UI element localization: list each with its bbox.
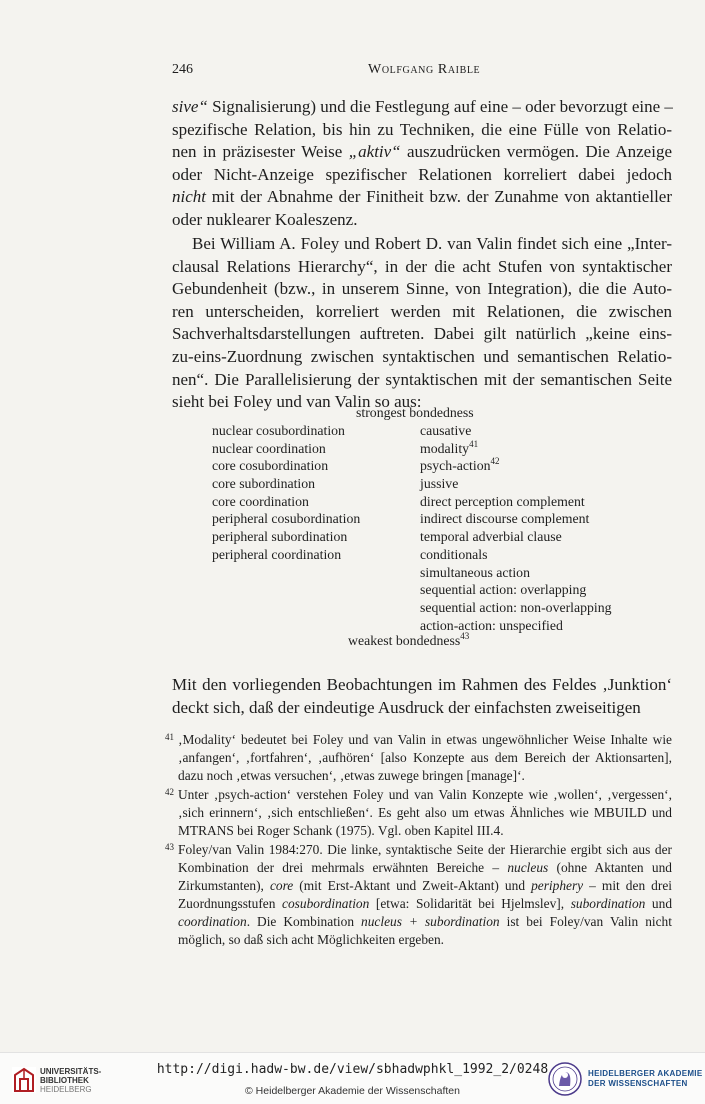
text-span: [etwa: Solidarität bei Hjelmslev], xyxy=(369,896,571,911)
semantic-relation-text: indirect discourse complement xyxy=(420,511,590,527)
semantic-relation xyxy=(420,422,612,440)
scale-bottom-text: weakest bondedness xyxy=(348,633,461,648)
text-span: ‚sich erinnern‘, ‚sich entschließen‘. Es geht also um etwas Ähnliches wie MBUILD und xyxy=(178,805,672,820)
text-line xyxy=(172,119,672,142)
footnote-line xyxy=(178,931,672,949)
text-span: möglich, so daß sich acht Möglichkeiten ergeben. xyxy=(178,932,445,947)
footnote-line xyxy=(178,749,672,767)
text-line: deckt sich, daß der eindeutige Ausdruck der einfachsten zweiseitigen xyxy=(172,697,641,717)
page-number: 246 xyxy=(172,62,193,77)
text-line: Bei William A. Foley und Robert D. van Valin findet sich eine „Inter- xyxy=(192,234,672,253)
semantic-relation-text: action-action: unspecified xyxy=(420,617,563,633)
footnote-ref: 42 xyxy=(490,456,500,467)
syntactic-relation: peripheral coordination xyxy=(212,546,342,562)
text-span: Unter ‚psych-action‘ verstehen Foley und van Valin Konzepte wie ‚wollen‘, ‚vergessen‘, xyxy=(178,787,672,802)
semantic-relation xyxy=(420,564,612,582)
text-span: ist bei Foley/van Valin nicht xyxy=(499,914,672,929)
footnote-line xyxy=(178,913,672,931)
semantic-relation xyxy=(420,528,612,546)
syntactic-relations-column xyxy=(212,422,360,564)
footnote-line xyxy=(178,841,672,859)
syntactic-relation: core cosubordination xyxy=(212,458,329,474)
italic-span: „aktiv“ xyxy=(348,142,401,162)
syntactic-relation: peripheral cosubordination xyxy=(212,511,361,527)
academy-seal-icon xyxy=(548,1062,582,1096)
semantic-relation-text: psych-action xyxy=(420,458,491,474)
text-span: – mit den drei xyxy=(583,878,672,893)
syntactic-relation: nuclear cosubordination xyxy=(212,423,345,438)
text-span: (mit Erst-Aktant und Zweit-Aktant) und xyxy=(293,878,532,893)
footnote-line xyxy=(178,877,672,895)
semantic-relation xyxy=(420,457,612,475)
italic-span: cosubordination xyxy=(282,896,370,911)
footnote-line xyxy=(178,822,672,840)
syntactic-relation: nuclear coordination xyxy=(212,440,326,456)
text-line: clausal Relations Hierarchy“, in der die acht Stufen von syntaktischer xyxy=(172,256,672,276)
semantic-relation xyxy=(420,546,612,564)
text-line xyxy=(172,96,672,119)
paragraph-1 xyxy=(172,96,672,232)
permalink-url[interactable]: http://digi.hadw-bw.de/view/sbhadwphkl_1992_2/0248 xyxy=(156,1062,549,1077)
italic-span: nucleus xyxy=(507,860,549,875)
interclausal-relations-hierarchy xyxy=(172,404,672,654)
footnote-number: 41 xyxy=(165,732,174,742)
text-span: MTRANS bei Roger Schank (1975). Vgl. oben Kapitel III.4. xyxy=(178,823,504,838)
text-span: ‚anfangen‘, ‚fortfahren‘, ‚aufhören‘ [also Konzepte aus dem Bereich der Aktionsarten], xyxy=(178,750,672,765)
footnote-line xyxy=(178,786,672,804)
footnote-line xyxy=(178,767,672,785)
italic-span: coordination xyxy=(178,914,247,929)
italic-span: subordination xyxy=(570,896,646,911)
footnote-number: 43 xyxy=(165,842,174,852)
semantic-relation xyxy=(420,581,612,599)
semantic-relation-text: direct perception complement xyxy=(420,493,585,509)
italic-span: nicht xyxy=(172,187,206,207)
scale-top-label: strongest bondedness xyxy=(356,405,474,420)
footnote xyxy=(165,731,672,785)
text-line: zu-eins-Zuordnung zwischen syntaktischen und semantischen Relatio- xyxy=(172,346,672,366)
text-line xyxy=(172,209,672,232)
semantic-relation xyxy=(420,475,612,493)
italic-span: periphery xyxy=(531,878,584,893)
text-line: nen“. Die Parallelisierung der syntaktischen mit der semantischen Seite xyxy=(172,369,672,389)
text-line: Sachverhaltsdarstellungen auftreten. Dabei gilt natürlich „keine eins- xyxy=(172,324,672,344)
syntactic-relation: core subordination xyxy=(212,476,316,492)
text-line xyxy=(172,164,672,187)
footnote-line xyxy=(178,731,672,749)
text-span: oder nuklearer Koaleszenz. xyxy=(172,209,358,229)
text-line: Mit den vorliegenden Beobachtungen im Rahmen des Feldes ‚Junktion‘ xyxy=(172,675,672,694)
digitization-footer xyxy=(0,1052,705,1104)
footnote-ref: 43 xyxy=(460,631,470,641)
text-span: mit der Abnahme der Finitheit bzw. der Zunahme von aktantieller xyxy=(206,187,672,207)
text-span: und xyxy=(645,896,673,911)
library-line-1: UNIVERSITÄTS- xyxy=(40,1067,102,1076)
text-span: auszudrücken vermögen. Die Anzeige xyxy=(400,142,672,162)
semantic-relation-text: temporal adverbial clause xyxy=(420,529,562,545)
text-line xyxy=(172,141,672,164)
text-span: dazu noch ‚etwas versuchen‘, ‚etwas zuwege bringen [manage]‘. xyxy=(178,768,525,783)
running-head-author: Wolfgang Raible xyxy=(368,62,481,77)
footnote-line xyxy=(178,804,672,822)
text-span: Kombination der drei mehrmals erwähnten Bereiche – xyxy=(178,860,508,875)
scale-bottom-label xyxy=(348,632,469,650)
academy-line-1: HEIDELBERGER AKADEMIE xyxy=(588,1069,703,1078)
paragraph-3 xyxy=(172,674,672,719)
academy-line-2: DER WISSENSCHAFTEN xyxy=(588,1079,688,1088)
text-span: ‚Modality‘ bedeutet bei Foley und van Valin in etwas ungewöhnlicher Weise Inhalte wie xyxy=(178,732,672,747)
library-line-3: HEIDELBERG xyxy=(40,1085,92,1094)
text-span: nen in präzisester Weise xyxy=(172,142,349,162)
footnote-number: 42 xyxy=(165,787,174,797)
semantic-relation-text: causative xyxy=(420,423,472,438)
running-header xyxy=(172,62,672,82)
text-span: oder Nicht-Anzeige spezifischer Relationen korreliert dabei jedoch xyxy=(172,164,672,184)
semantic-relation xyxy=(420,599,612,617)
semantic-relation-text: simultaneous action xyxy=(420,564,530,580)
semantic-relations-column xyxy=(420,422,612,634)
italic-span: nucleus + subordination xyxy=(361,914,500,929)
footnote xyxy=(165,786,672,840)
academy-name xyxy=(588,1069,702,1089)
italic-span: core xyxy=(269,878,294,893)
copyright-notice: © Heidelberger Akademie der Wissenschaften xyxy=(245,1085,460,1097)
text-line: ren unterscheiden, korreliert werden mit Relationen, die zwischen xyxy=(172,301,672,321)
text-line: sieht bei Foley und van Valin so aus: xyxy=(172,392,422,412)
footnote-line xyxy=(178,859,672,877)
syntactic-relation: core coordination xyxy=(212,493,309,509)
footnote-line xyxy=(178,895,672,913)
paragraph-2 xyxy=(172,233,672,414)
footnote xyxy=(165,841,673,949)
text-span: Signalisierung) und die Festlegung auf eine – oder bevorzugt eine – xyxy=(207,97,673,116)
library-line-2: BIBLIOTHEK xyxy=(40,1076,89,1085)
semantic-relation-text: jussive xyxy=(420,476,459,492)
semantic-relation xyxy=(420,510,612,528)
semantic-relation xyxy=(420,440,612,458)
text-line: Gebundenheit (bzw., in unserem Sinne, von Integration), die die Auto- xyxy=(172,279,672,299)
text-span: spezifische Relation, bis hin zu Techniken, die eine Fülle von Relatio- xyxy=(172,119,672,139)
semantic-relation xyxy=(420,493,612,511)
text-span: (ohne Aktanten und xyxy=(548,860,672,875)
semantic-relation-text: sequential action: non-overlapping xyxy=(420,599,612,615)
italic-span: sive“ xyxy=(172,97,208,116)
text-span: Foley/van Valin 1984:270. Die linke, syntaktische Seite der Hierarchie ergibt sich aus der xyxy=(178,842,672,857)
syntactic-relation: peripheral subordination xyxy=(212,529,348,545)
semantic-relation-text: modality xyxy=(420,440,470,456)
text-span: Zuordnungsstufen xyxy=(178,896,283,911)
semantic-relation-text: conditionals xyxy=(420,546,488,562)
footnote-ref: 41 xyxy=(469,438,479,449)
footnotes xyxy=(165,731,673,949)
text-span: Zirkumstanten), xyxy=(178,878,270,893)
semantic-relation-text: sequential action: overlapping xyxy=(420,582,587,598)
text-line xyxy=(172,186,672,209)
text-span: . Die Kombination xyxy=(246,914,362,929)
